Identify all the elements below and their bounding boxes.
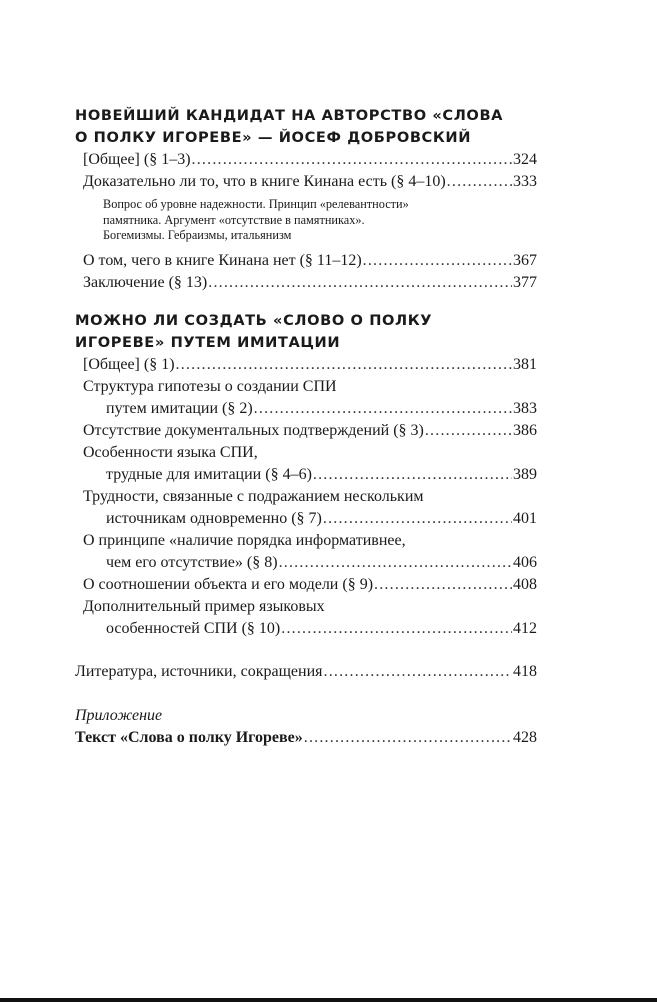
toc-page-number: 324 bbox=[513, 151, 537, 168]
leader-dots bbox=[281, 618, 512, 640]
toc-entry-label[interactable]: Структура гипотезы о создании СПИ bbox=[83, 378, 337, 395]
toc-literature bbox=[75, 661, 537, 683]
toc-entry[interactable] bbox=[83, 272, 537, 294]
section-title: ИГОРЕВЕ» ПУТЕМ ИМИТАЦИИ bbox=[75, 334, 341, 351]
toc-entry[interactable] bbox=[83, 149, 537, 171]
toc-entry[interactable] bbox=[75, 727, 537, 749]
toc-page-number: 428 bbox=[513, 729, 537, 746]
toc-entry-label: Отсутствие документальных подтверждений (§ 3) bbox=[83, 422, 424, 439]
toc-entry[interactable] bbox=[83, 574, 537, 596]
toc-entry-label[interactable]: О принципе «наличие порядка информативнее, bbox=[83, 532, 406, 549]
toc-entry[interactable] bbox=[83, 420, 537, 442]
toc-page-number: 377 bbox=[513, 273, 537, 291]
toc-page-number: 383 bbox=[513, 400, 537, 417]
leader-dots bbox=[323, 508, 512, 530]
section-title: НОВЕЙШИЙ КАНДИДАТ НА АВТОРСТВО «СЛОВА bbox=[75, 107, 504, 124]
toc-section-imitation bbox=[75, 310, 537, 640]
toc-entry-label: Текст «Слова о полку Игореве» bbox=[75, 729, 303, 746]
leader-dots bbox=[254, 398, 512, 420]
toc-entry-label: [Общее] (§ 1–3) bbox=[83, 151, 191, 168]
toc-entry[interactable] bbox=[83, 171, 537, 193]
toc-entry-label: особенностей СПИ (§ 10) bbox=[106, 620, 281, 637]
toc-entry[interactable] bbox=[106, 552, 537, 574]
toc-entry-label: Литература, источники, сокращения bbox=[75, 663, 323, 680]
leader-dots bbox=[425, 420, 512, 442]
leader-dots bbox=[208, 272, 512, 294]
toc-entry-label[interactable]: Дополнительный пример языковых bbox=[83, 598, 325, 615]
leader-dots bbox=[447, 171, 512, 193]
toc-entry[interactable] bbox=[83, 354, 537, 376]
toc-entry-label: путем имитации (§ 2) bbox=[106, 400, 253, 417]
toc-entry-label[interactable]: Особенности языка СПИ, bbox=[83, 444, 258, 461]
toc-entry-label: О соотношении объекта и его модели (§ 9) bbox=[83, 576, 374, 593]
toc-note: Вопрос об уровне надежности. Принцип «релевантности» bbox=[103, 197, 409, 211]
toc-page-number: 381 bbox=[513, 356, 537, 373]
leader-dots bbox=[279, 552, 512, 574]
leader-dots bbox=[374, 574, 512, 596]
toc-entry-label: Заключение (§ 13) bbox=[83, 273, 208, 291]
leader-dots bbox=[313, 464, 512, 486]
toc-entry-label: [Общее] (§ 1) bbox=[83, 356, 175, 373]
toc-entry-label: чем его отсутствие» (§ 8) bbox=[106, 554, 278, 571]
toc-page-number: 333 bbox=[513, 173, 537, 190]
toc-note: памятника. Аргумент «отсутствие в памятниках». bbox=[103, 212, 365, 227]
toc-entry-label: Доказательно ли то, что в книге Кинана есть (§ 4–10) bbox=[83, 173, 446, 190]
toc-page-number: 386 bbox=[513, 422, 537, 439]
toc-entry[interactable] bbox=[106, 464, 537, 486]
toc-page-number: 408 bbox=[513, 576, 537, 593]
toc-appendix bbox=[75, 705, 537, 749]
toc-page-number: 418 bbox=[513, 663, 537, 680]
toc-page-number: 406 bbox=[513, 554, 537, 571]
toc-section-dobrovsky bbox=[75, 105, 537, 294]
section-title: О ПОЛКУ ИГОРЕВЕ» — ЙОСЕФ ДОБРОВСКИЙ bbox=[75, 129, 472, 146]
toc-entry[interactable] bbox=[106, 398, 537, 420]
toc-page-number: 412 bbox=[513, 620, 537, 637]
toc-entry-label: О том, чего в книге Кинана нет (§ 11–12) bbox=[83, 251, 362, 269]
toc-entry-label: источникам одновременно (§ 7) bbox=[106, 510, 322, 527]
toc-entry[interactable] bbox=[75, 661, 537, 683]
toc-entry[interactable] bbox=[83, 250, 537, 272]
toc-page-number: 389 bbox=[513, 466, 537, 483]
leader-dots bbox=[363, 250, 512, 272]
toc-entry-label: трудные для имитации (§ 4–6) bbox=[106, 466, 312, 483]
toc-page-number: 367 bbox=[513, 251, 537, 269]
toc-note: Богемизмы. Гебраизмы, итальянизм bbox=[103, 228, 292, 242]
section-title: МОЖНО ЛИ СОЗДАТЬ «СЛОВО О ПОЛКУ bbox=[75, 312, 433, 329]
toc-entry-label[interactable]: Трудности, связанные с подражанием нескольким bbox=[83, 488, 424, 505]
toc-entry[interactable] bbox=[106, 618, 537, 640]
leader-dots bbox=[304, 727, 512, 749]
appendix-heading: Приложение bbox=[75, 707, 163, 724]
leader-dots bbox=[176, 354, 512, 376]
leader-dots bbox=[324, 661, 513, 683]
leader-dots bbox=[192, 149, 512, 171]
toc-page-number: 401 bbox=[513, 510, 537, 527]
page-bottom-edge bbox=[0, 998, 657, 1002]
toc-entry[interactable] bbox=[106, 508, 537, 530]
